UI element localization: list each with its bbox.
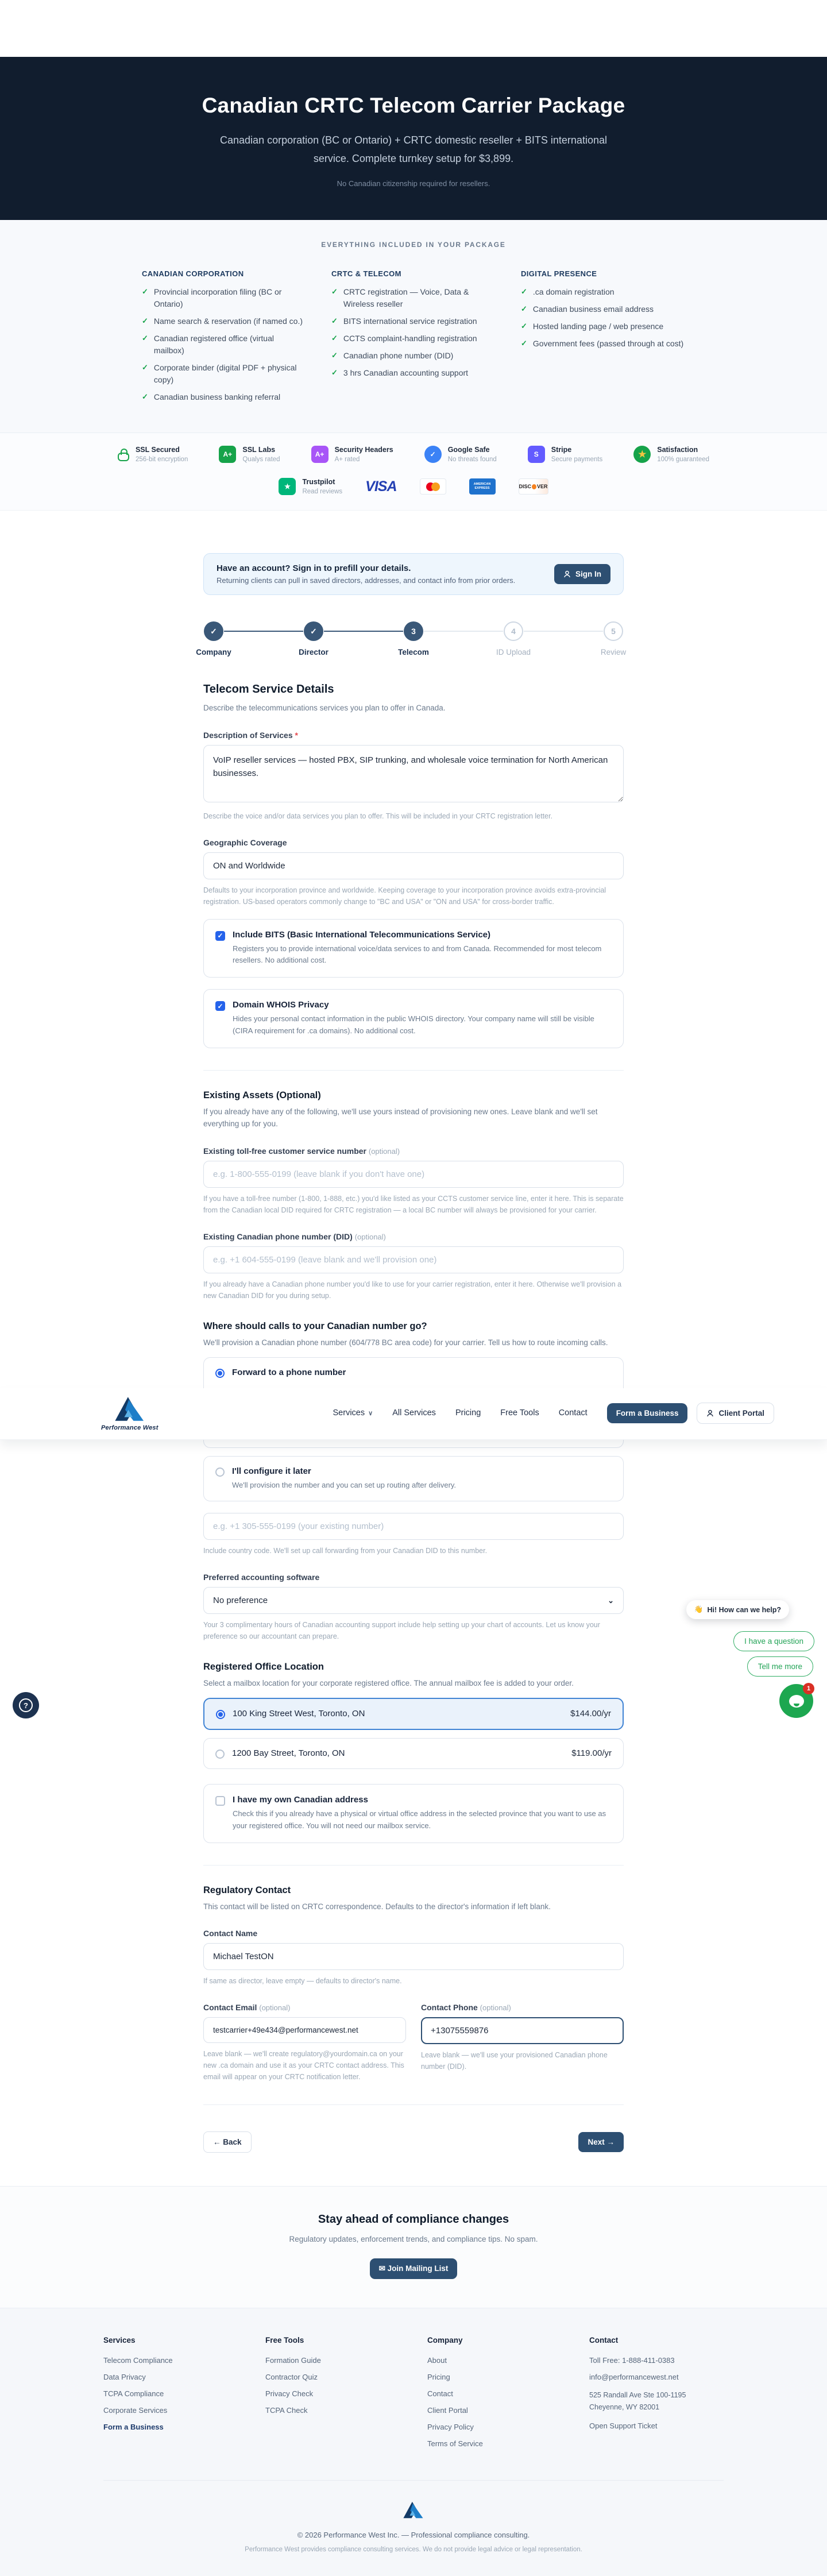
page-title: Canadian CRTC Telecom Carrier Package — [202, 94, 625, 117]
tollfree-label: Existing toll-free customer service number (optional) — [203, 1146, 400, 1156]
nav-all-services[interactable]: All Services — [392, 1408, 436, 1418]
contact-email-help: Leave blank — we'll create regulatory@yourdomain.ca on your new .ca domain and use it as your CRTC contact address. This email will appear on your CRTC notification letter. — [203, 2050, 404, 2081]
step-connector — [524, 631, 603, 632]
routing-heading: Where should calls to your Canadian number go? — [203, 1320, 427, 1331]
back-button[interactable]: ← Back — [203, 2131, 252, 2153]
contact-name-help: If same as director, leave empty — defaults to director's name. — [203, 1977, 402, 1986]
brand-name: Performance West — [101, 1424, 159, 1431]
footer-link[interactable]: About — [427, 2355, 447, 2365]
radio-unselected-icon[interactable] — [215, 1467, 225, 1477]
list-item: ✓ CCTS complaint-handling registration — [331, 333, 496, 345]
office-option-bay-street[interactable]: 1200 Bay Street, Toronto, ON $119.00/yr — [203, 1738, 624, 1769]
list-item: ✓ CRTC registration — Voice, Data & Wireless reseller — [331, 286, 496, 310]
office-price: $119.00/yr — [571, 1748, 612, 1758]
includes-col-corporation — [142, 269, 306, 408]
package-includes — [0, 220, 827, 433]
disclaimer: Performance West provides compliance consulting services. We do not provide legal advice or legal representation. — [245, 2546, 582, 2553]
mailing-sub: Regulatory updates, enforcement trends, and compliance tips. No spam. — [289, 2235, 538, 2244]
existing-assets-heading: Existing Assets (Optional) — [203, 1090, 321, 1100]
check-icon: ✓ — [521, 339, 527, 347]
did-help: If you already have a Canadian phone number you'd like to use for your carrier registration, enter it here. Otherwise we'll provision a new Canadian DID for you during setup. — [203, 1280, 622, 1300]
chevron-down-icon: ⌄ — [608, 1596, 614, 1605]
copyright: © 2026 Performance West Inc. — Professional compliance consulting. — [297, 2530, 530, 2539]
list-item: ✓ Canadian business banking referral — [142, 391, 306, 403]
chevron-down-icon: ∨ — [368, 1409, 373, 1417]
footer-link[interactable]: Contractor Quiz — [265, 2372, 318, 2381]
hero-note: No Canadian citizenship required for resellers. — [337, 179, 490, 188]
check-icon: ✓ — [521, 304, 527, 313]
nav-services[interactable]: Services ∨ — [333, 1408, 373, 1418]
step-director[interactable]: ✓ Director — [303, 621, 324, 656]
form-a-business-button[interactable]: Form a Business — [607, 1403, 688, 1423]
question-mark-icon: ? — [19, 1698, 33, 1712]
signin-title: Have an account? Sign in to prefill your details. — [217, 563, 411, 573]
radio-selected-icon[interactable] — [215, 1369, 225, 1378]
coverage-help: Defaults to your incorporation province and worldwide. Keeping coverage to your incorporation province avoids extra-provincial registration. US-based operators commonly change to "BC and USA" or "ON and USA" for cross-border traffic. — [203, 886, 606, 906]
tollfree-help: If you have a toll-free number (1-800, 1-888, etc.) you'd like listed as your CCTS customer service line, enter it here. This is separate from the Canadian local DID required for CRTC registration — a local BC number will always be provisioned for your carrier. — [203, 1194, 624, 1214]
accounting-help: Your 3 complimentary hours of Canadian accounting support include help setting up your chart of accounts. Let us know your preference so our accountant can prepare. — [203, 1621, 600, 1641]
stripe-icon: S — [528, 446, 545, 463]
check-icon: ✓ — [142, 287, 148, 296]
top-navbar — [0, 1388, 827, 1440]
footer-link[interactable]: Contact — [427, 2389, 453, 2398]
check-icon: ✓ — [142, 363, 148, 372]
a-plus-icon: A+ — [311, 446, 329, 463]
join-mailing-list-button[interactable]: ✉ Join Mailing List — [370, 2258, 458, 2279]
badge-stripe: S Stripe Secure payments — [528, 446, 603, 463]
chat-quick-question-button[interactable]: I have a question — [733, 1631, 814, 1651]
person-icon — [563, 570, 571, 578]
geographic-coverage-input[interactable] — [203, 852, 624, 879]
contact-phone-input[interactable] — [421, 2017, 624, 2044]
office-option-king-street[interactable]: 100 King Street West, Toronto, ON $144.00/yr — [203, 1698, 624, 1730]
footer-link[interactable]: TCPA Check — [265, 2405, 308, 2415]
trust-badges — [0, 433, 827, 511]
footer-address: 525 Randall Ave Ste 100-1195 Cheyenne, WY 82001 — [589, 2390, 686, 2411]
description-of-services-textarea[interactable] — [203, 745, 624, 802]
progress-steps — [196, 621, 627, 656]
contact-phone-label: Contact Phone (optional) — [421, 2003, 511, 2013]
did-label: Existing Canadian phone number (DID) (optional) — [203, 1231, 386, 1241]
includes-col-heading: DIGITAL PRESENCE — [521, 269, 597, 278]
mailing-heading: Stay ahead of compliance changes — [318, 2213, 509, 2226]
step-connector — [424, 631, 503, 632]
list-item: ✓ Government fees (passed through at cost) — [521, 338, 685, 350]
check-icon: ✓ — [331, 287, 338, 296]
footer-link[interactable]: Terms of Service — [427, 2439, 483, 2448]
sign-in-button[interactable]: Sign In — [554, 564, 610, 584]
list-item: ✓ Canadian phone number (DID) — [331, 350, 496, 362]
office-heading: Registered Office Location — [203, 1662, 324, 1673]
footer — [0, 2308, 827, 2576]
top-spacer — [0, 0, 827, 57]
check-shield-icon: ✓ — [424, 446, 442, 463]
signin-banner — [203, 553, 624, 595]
list-item: ✓ 3 hrs Canadian accounting support — [331, 367, 496, 379]
trustpilot-star-icon: ★ — [279, 478, 296, 495]
check-icon: ✓ — [331, 334, 338, 342]
check-icon: ✓ — [521, 322, 527, 330]
nav-pricing[interactable]: Pricing — [455, 1408, 481, 1418]
list-item: ✓ BITS international service registration — [331, 315, 496, 327]
chat-unread-badge: 1 — [803, 1683, 814, 1694]
chat-greeting-bubble[interactable]: 👋 Hi! How can we help? — [686, 1600, 789, 1619]
footer-link[interactable]: TCPA Compliance — [103, 2389, 164, 2398]
did-input[interactable] — [203, 1246, 624, 1273]
footer-link[interactable]: Client Portal — [427, 2405, 468, 2415]
badge-satisfaction: ★ Satisfaction 100% guaranteed — [633, 446, 709, 463]
radio-unselected-icon[interactable] — [215, 1749, 225, 1759]
check-icon: ✓ — [331, 351, 338, 360]
hero — [0, 57, 827, 220]
discover-dot-icon — [532, 484, 536, 489]
own-address-card[interactable]: I have my own Canadian address Check this if you already have a physical or virtual office address in the selected province that you want to use as your registered office. You will not need our mailbox service. — [203, 1784, 624, 1843]
checkbox-checked-icon[interactable]: ✓ — [215, 1001, 225, 1011]
bits-title: Include BITS (Basic International Telecommunications Service) — [233, 929, 491, 940]
badge-ssl-secured: SSL Secured 256-bit encryption — [118, 446, 188, 463]
step-circle: ✓ — [304, 621, 323, 641]
wave-icon: 👋 — [694, 1605, 704, 1613]
signin-subtitle: Returning clients can pull in saved directors, addresses, and contact info from prior orders. — [217, 576, 516, 585]
includes-kicker: EVERYTHING INCLUDED IN YOUR PACKAGE — [321, 241, 506, 249]
footer-bottom — [103, 2480, 724, 2576]
step-connector — [324, 631, 403, 632]
radio-selected-icon[interactable] — [216, 1710, 225, 1719]
includes-col-heading: CRTC & TELECOM — [331, 269, 401, 278]
whois-option-card[interactable] — [203, 989, 624, 1048]
required-asterisk: * — [295, 730, 298, 740]
client-portal-button[interactable]: Client Portal — [697, 1403, 774, 1424]
badge-ssl-labs: A+ SSL Labs Qualys rated — [219, 446, 280, 463]
footer-support-ticket[interactable]: Open Support Ticket — [589, 2421, 658, 2431]
footer-link[interactable]: Telecom Compliance — [103, 2355, 173, 2365]
chat-tell-me-more-button[interactable]: Tell me more — [747, 1656, 813, 1677]
step-circle: 4 — [504, 621, 523, 641]
footer-link-form-a-business[interactable]: Form a Business — [103, 2422, 164, 2431]
check-icon: ✓ — [142, 316, 148, 325]
step-id-upload: 4 ID Upload — [503, 621, 524, 656]
contact-name-label: Contact Name — [203, 1929, 258, 1938]
list-item: ✓ Canadian business email address — [521, 303, 685, 315]
tollfree-input[interactable] — [203, 1161, 624, 1188]
regulatory-heading: Regulatory Contact — [203, 1884, 291, 1895]
office-sub: Select a mailbox location for your corporate registered office. The annual mailbox fee is added to your order. — [203, 1679, 574, 1688]
routing-option-forward[interactable]: Forward to a phone number — [203, 1357, 624, 1391]
badge-google-safe: ✓ Google Safe No threats found — [424, 446, 497, 463]
check-icon: ✓ — [331, 316, 338, 325]
forward-number-help: Include country code. We'll set up call forwarding from your Canadian DID to this number. — [203, 1547, 488, 1555]
includes-col-heading: CANADIAN CORPORATION — [142, 269, 244, 278]
main-content — [0, 511, 827, 2186]
step-telecom[interactable]: 3 Telecom — [403, 621, 424, 656]
regulatory-sub: This contact will be listed on CRTC correspondence. Defaults to the director's information if left blank. — [203, 1902, 551, 1911]
performance-west-logo-icon — [111, 1395, 148, 1423]
divider — [203, 1865, 624, 1866]
footer-link[interactable]: Corporate Services — [103, 2405, 168, 2415]
performance-west-logo-icon — [401, 2500, 426, 2520]
routing-sub: We'll provision a Canadian phone number (604/778 BC area code) for your carrier. Tell us how to route incoming calls. — [203, 1338, 608, 1347]
description-label: Description of Services * — [203, 730, 298, 740]
routing-option-later[interactable]: I'll configure it later We'll provision the number and you can set up routing after delivery. — [203, 1456, 624, 1502]
office-price: $144.00/yr — [570, 1708, 611, 1718]
coverage-label: Geographic Coverage — [203, 837, 287, 847]
divider — [203, 1070, 624, 1071]
existing-assets-sub: If you already have any of the following, we'll use yours instead of provisioning new ones. Leave blank and we'll set everything up for you. — [203, 1107, 598, 1129]
whois-title: Domain WHOIS Privacy — [233, 1000, 329, 1010]
footer-col-services: Services Telecom Compliance Data Privacy TCPA Compliance Corporate Services Form a Business — [103, 2336, 265, 2456]
section-title-telecom-details: Telecom Service Details — [203, 683, 334, 696]
visa-logo: VISA — [365, 478, 397, 495]
contact-email-label: Contact Email (optional) — [203, 2003, 291, 2013]
footer-link[interactable]: Formation Guide — [265, 2355, 321, 2365]
check-icon: ✓ — [521, 287, 527, 296]
check-icon: ✓ — [331, 368, 338, 377]
amex-logo: AMERICAN EXPRESS — [469, 478, 496, 495]
lock-icon — [118, 453, 129, 461]
badge-trustpilot[interactable]: ★ Trustpilot Read reviews — [279, 478, 342, 495]
contact-email-input[interactable] — [203, 2017, 406, 2043]
list-item: ✓ Corporate binder (digital PDF + physical copy) — [142, 362, 306, 386]
divider — [203, 2104, 624, 2105]
chat-launcher-button[interactable] — [779, 1684, 813, 1718]
mastercard-logo — [420, 478, 446, 495]
star-icon: ★ — [633, 446, 651, 463]
forward-number-input[interactable] — [203, 1513, 624, 1540]
list-item: ✓ Name search & reservation (if named co.) — [142, 315, 306, 327]
brand-logo[interactable] — [101, 1395, 159, 1431]
list-item: ✓ .ca domain registration — [521, 286, 685, 298]
includes-col-digital — [521, 269, 685, 408]
help-button[interactable] — [13, 1692, 39, 1718]
checkbox-unchecked-icon[interactable] — [215, 1796, 225, 1806]
checkbox-checked-icon[interactable]: ✓ — [215, 931, 225, 941]
step-circle: 5 — [604, 621, 623, 641]
check-icon: ✓ — [142, 334, 148, 342]
contact-phone-help: Leave blank — we'll use your provisioned Canadian phone number (DID). — [421, 2051, 608, 2071]
step-company[interactable]: ✓ Company — [203, 621, 224, 656]
description-help: Describe the voice and/or data services you plan to offer. This will be included in your CRTC registration letter. — [203, 812, 552, 820]
nav-contact[interactable]: Contact — [558, 1408, 588, 1418]
footer-link[interactable]: Data Privacy — [103, 2372, 146, 2381]
cut-card-bottom — [203, 1440, 624, 1448]
hero-subtitle: Canadian corporation (BC or Ontario) + CRTC domestic reseller + BITS international service. Complete turnkey setup for $3,899. — [220, 134, 607, 164]
footer-email[interactable]: info@performancewest.net — [589, 2372, 679, 2381]
footer-toll-free[interactable]: Toll Free: 1-888-411-0383 — [589, 2355, 675, 2365]
step-circle: ✓ — [204, 621, 223, 641]
contact-name-input[interactable] — [203, 1943, 624, 1970]
step-circle: 3 — [404, 621, 423, 641]
check-icon: ✓ — [142, 392, 148, 401]
footer-col-free-tools: Free Tools Formation Guide Contractor Quiz Privacy Check TCPA Check — [265, 2336, 427, 2456]
list-item: ✓ Canadian registered office (virtual mailbox) — [142, 333, 306, 357]
mailing-list-section — [0, 2186, 827, 2308]
section-subtitle: Describe the telecommunications services you plan to offer in Canada. — [203, 704, 446, 712]
list-item: ✓ Provincial incorporation filing (BC or Ontario) — [142, 286, 306, 310]
footer-link[interactable]: Privacy Policy — [427, 2422, 474, 2431]
discover-logo: DISC VER — [519, 478, 548, 495]
bits-option-card[interactable] — [203, 919, 624, 978]
footer-col-contact: Contact Toll Free: 1-888-411-0383 info@performancewest.net 525 Randall Ave Ste 100-1195 Cheyenne, WY 82001 Open Support Ticket — [589, 2335, 686, 2431]
accounting-software-select[interactable]: No preference ⌄ — [203, 1587, 624, 1614]
badge-security-headers: A+ Security Headers A+ rated — [311, 446, 393, 463]
whois-desc: Hides your personal contact information in the public WHOIS directory. Your company name will still be visible (CIRA requirement for .ca domains). No additional cost. — [233, 1014, 594, 1035]
list-item: ✓ Hosted landing page / web presence — [521, 320, 685, 333]
next-button[interactable]: Next → — [578, 2132, 624, 2152]
person-icon — [706, 1409, 714, 1417]
bits-desc: Registers you to provide international voice/data services to and from Canada. Recommended for most telecom resellers. No additional cost. — [233, 944, 602, 965]
step-connector — [224, 631, 303, 632]
nav-free-tools[interactable]: Free Tools — [500, 1408, 539, 1418]
footer-link[interactable]: Pricing — [427, 2372, 450, 2381]
footer-link[interactable]: Privacy Check — [265, 2389, 314, 2398]
step-review: 5 Review — [603, 621, 624, 656]
includes-col-telecom — [331, 269, 496, 408]
a-plus-icon: A+ — [219, 446, 236, 463]
accounting-label: Preferred accounting software — [203, 1573, 320, 1582]
footer-col-company: Company About Pricing Contact Client Portal Privacy Policy Terms of Service — [427, 2336, 589, 2456]
